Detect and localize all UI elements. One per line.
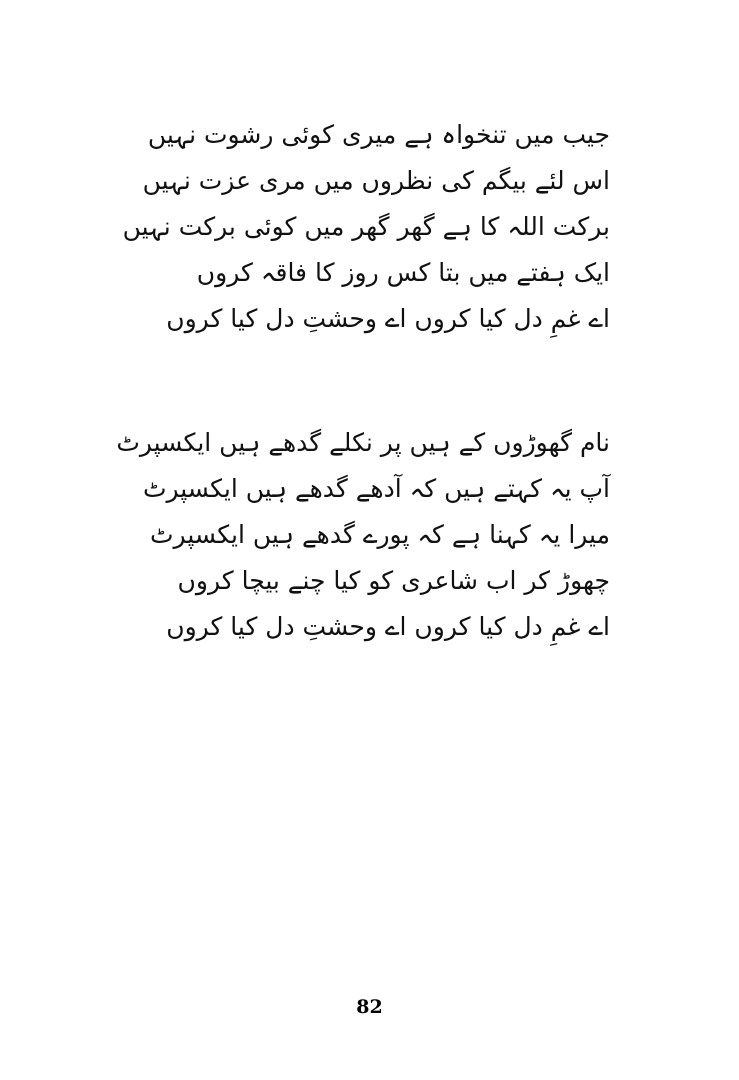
page-number: 82 <box>356 996 383 1018</box>
refrain-line: اے غمِ دل کیا کروں اے وحشتِ دل کیا کروں <box>166 612 610 641</box>
refrain-line: اے غمِ دل کیا کروں اے وحشتِ دل کیا کروں <box>166 304 610 333</box>
verse-line: ایک ہفتے میں بتا کس روز کا فاقہ کروں <box>196 258 610 287</box>
verse-line: جیب میں تنخواہ ہے میری کوئی رشوت نہیں <box>147 120 610 149</box>
stanza-2 <box>116 420 610 650</box>
verse-line: برکت اللہ کا ہے گھر گھر میں کوئی برکت نہیں <box>122 212 610 241</box>
stanza-1 <box>122 112 610 342</box>
verse-line: نام گھوڑوں کے ہیں پر نکلے گدھے ہیں ایکسپرٹ <box>116 428 610 457</box>
verse-line: اس لئے بیگم کی نظروں میں مری عزت نہیں <box>142 166 610 195</box>
verse-line: چھوڑ کر اب شاعری کو کیا چنے بیچا کروں <box>177 566 610 595</box>
verse-line: میرا یہ کہنا ہے کہ پورے گدھے ہیں ایکسپرٹ <box>150 520 610 549</box>
verse-line: آپ یہ کہتے ہیں کہ آدھے گدھے ہیں ایکسپرٹ <box>142 474 610 503</box>
